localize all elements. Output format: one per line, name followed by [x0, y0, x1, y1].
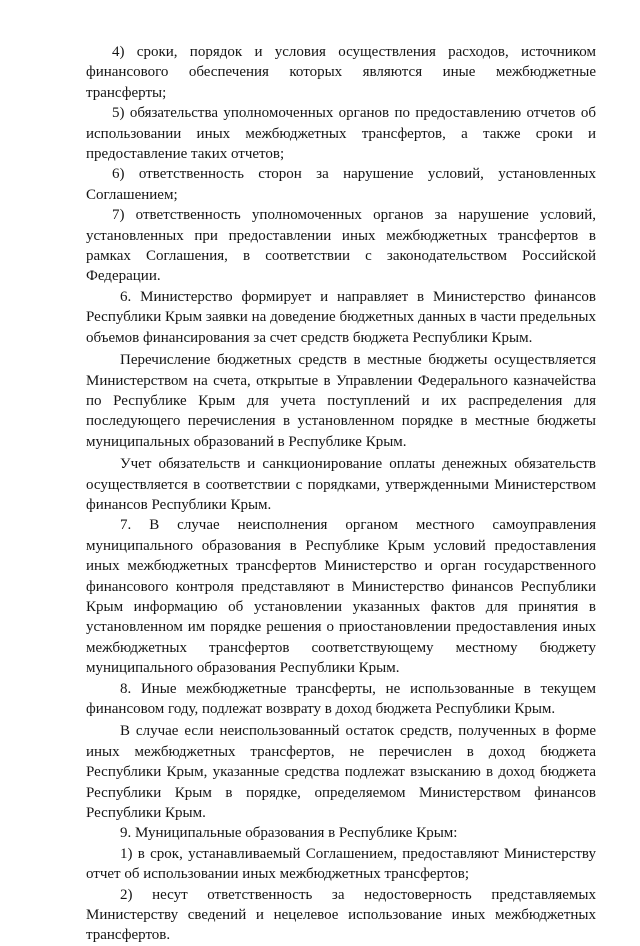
- paragraph-unused-balance: В случае если неиспользованный остаток средств, полученных в форме иных межбюджетных трансфертов, не перечислен в доход бюджета Республики Крым, указанные средства подлежат взысканию в доход бюджета Республики Крым в порядке, определяемом Министерством финансов Республики Крым.: [86, 723, 596, 822]
- paragraph-item-9: 9. Муниципальные образования в Республике Крым:: [120, 825, 458, 842]
- paragraph-item-6: 6. Министерство формирует и направляет в Министерство финансов Республики Крым заявки на доведение бюджетных данных в части предельных объемов финансирования за счет средств бюджета Республики Крым.: [86, 288, 596, 346]
- paragraph-transfer-of-funds: Перечисление бюджетных средств в местные бюджеты осуществляется Министерством на счета, открытые в Управлении Федерального казначейства по Республике Крым для учета поступлений и их распределения для последующего перечисления в установленном порядке в местные бюджеты муниципальных образований в Республике Крым.: [86, 352, 596, 450]
- paragraph-subitem-6: 6) ответственность сторон за нарушение условий, установленных Соглашением;: [86, 166, 596, 203]
- paragraph-subitem-4: 4) сроки, порядок и условия осуществления расходов, источником финансового обеспечения которых являются иные межбюджетные трансферты;: [86, 44, 596, 101]
- paragraph-item-7: 7. В случае неисполнения органом местного самоуправления муниципального образования в Республике Крым условий предоставления иных межбюджетных трансфертов Министерство и орган государственного финансового контроля представляют в Министерство финансов Республики Крым информацию об установлении указанных фактов для принятия в установленном им порядке решения о приостановлении предоставления иных межбюджетных трансфертов соответствующему местному бюджету муниципального образования Республики Крым.: [86, 517, 596, 677]
- paragraph-accounting-of-obligations: Учет обязательств и санкционирование оплаты денежных обязательств осуществляется в соответствии с порядками, утвержденными Министерством финансов Республики Крым.: [86, 456, 596, 513]
- paragraph-item-8: 8. Иные межбюджетные трансферты, не использованные в текущем финансовом году, подлежат возврату в доход бюджета Республики Крым.: [86, 680, 596, 717]
- paragraph-subitem-7: 7) ответственность уполномоченных органов за нарушение условий, установленных при предоставлении иных межбюджетных трансфертов в рамках Соглашения, в соответствии с законодательством Российской Федерации.: [86, 207, 596, 285]
- paragraph-subitem-5: 5) обязательства уполномоченных органов по предоставлению отчетов об использовании иных межбюджетных трансфертов, а также сроки и предоставление таких отчетов;: [86, 105, 596, 163]
- document-body: [86, 42, 596, 946]
- paragraph-item-9-sub-2: 2) несут ответственность за недостоверность представляемых Министерству сведений и нецелевое использование иных межбюджетных трансфертов.: [86, 886, 596, 944]
- paragraph-item-9-sub-1: 1) в срок, устанавливаемый Соглашением, предоставляют Министерству отчет об использовании иных межбюджетных трансфертов;: [86, 845, 596, 883]
